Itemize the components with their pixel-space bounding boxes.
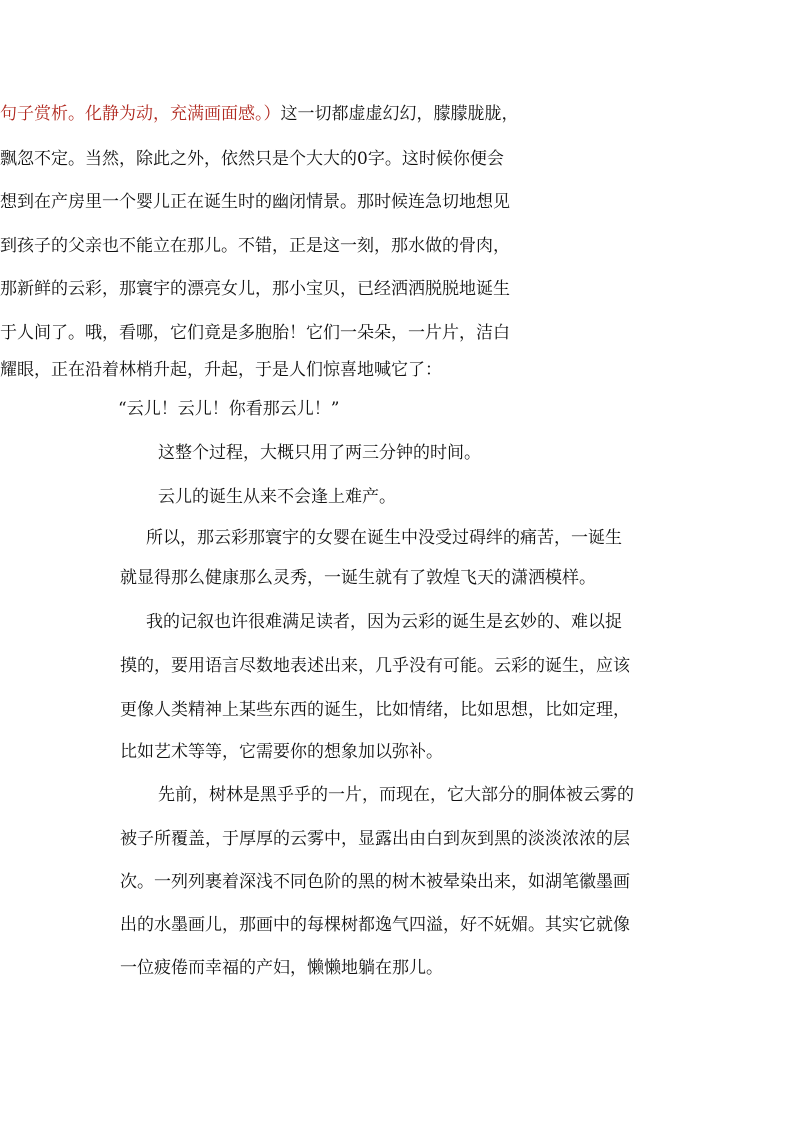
paragraph-line: 想到在产房里一个婴儿正在诞生时的幽闭情景。那时候连急切地想见 bbox=[0, 192, 510, 212]
paragraph-line: 被子所覆盖，于厚厚的云雾中，显露出由白到灰到黑的淡淡浓浓的层 bbox=[120, 829, 630, 849]
paragraph-line: 比如艺术等等，它需要你的想象加以弥补。 bbox=[120, 742, 443, 762]
paragraph-line: 次。一列列裹着深浅不同色阶的黑的树木被晕染出来，如湖笔徽墨画 bbox=[120, 872, 630, 892]
paragraph-line: 那新鲜的云彩，那寰宇的漂亮女儿，那小宝贝，已经洒洒脱脱地诞生 bbox=[0, 279, 510, 299]
annotation-text: 句子赏析。化静为动，充满画面感。） bbox=[0, 104, 281, 124]
paragraph-no-difficult-birth: 云儿的诞生从来不会逢上难产。 bbox=[158, 487, 396, 507]
paragraph-line: 先前，树林是黑乎乎的一片，而现在，它大部分的胴体被云雾的 bbox=[158, 785, 634, 805]
paragraph-line: 摸的，要用语言尽数地表述出来，几乎没有可能。云彩的诞生，应该 bbox=[120, 656, 630, 676]
paragraph-line: 我的记叙也许很难满足读者，因为云彩的诞生是玄妙的、难以捉 bbox=[146, 612, 622, 632]
paragraph-line: 更像人类精神上某些东西的诞生，比如情绪，比如思想，比如定理， bbox=[120, 700, 630, 720]
paragraph-line: 出的水墨画儿，那画中的每棵树都逸气四溢，好不妩媚。其实它就像 bbox=[120, 915, 630, 935]
paragraph-line: 就显得那么健康那么灵秀，一诞生就有了敦煌飞天的潇洒模样。 bbox=[120, 568, 596, 588]
paragraph-line: 于人间了。哦，看哪，它们竟是多胞胎！它们一朵朵，一片片，洁白 bbox=[0, 323, 510, 343]
paragraph-process-duration: 这整个过程，大概只用了两三分钟的时间。 bbox=[158, 443, 481, 463]
quote-line: “云儿！云儿！你看那云儿！” bbox=[118, 399, 340, 419]
paragraph-line: 所以，那云彩那寰宇的女婴在诞生中没受过碍绊的痛苦，一诞生 bbox=[146, 528, 622, 548]
body-text: 这一切都虚虚幻幻，朦朦胧胧， bbox=[280, 104, 519, 124]
paragraph-line: 一位疲倦而幸福的产妇，懒懒地躺在那儿。 bbox=[120, 958, 443, 978]
paragraph-line: 飘忽不定。当然，除此之外，依然只是个大大的0字。这时候你便会 bbox=[0, 149, 504, 169]
paragraph-line bbox=[0, 102, 519, 126]
paragraph-line: 到孩子的父亲也不能立在那儿。不错，正是这一刻，那水做的骨肉， bbox=[0, 236, 510, 256]
paragraph-line: 耀眼，正在沿着林梢升起，升起，于是人们惊喜地喊它了： bbox=[0, 360, 442, 380]
